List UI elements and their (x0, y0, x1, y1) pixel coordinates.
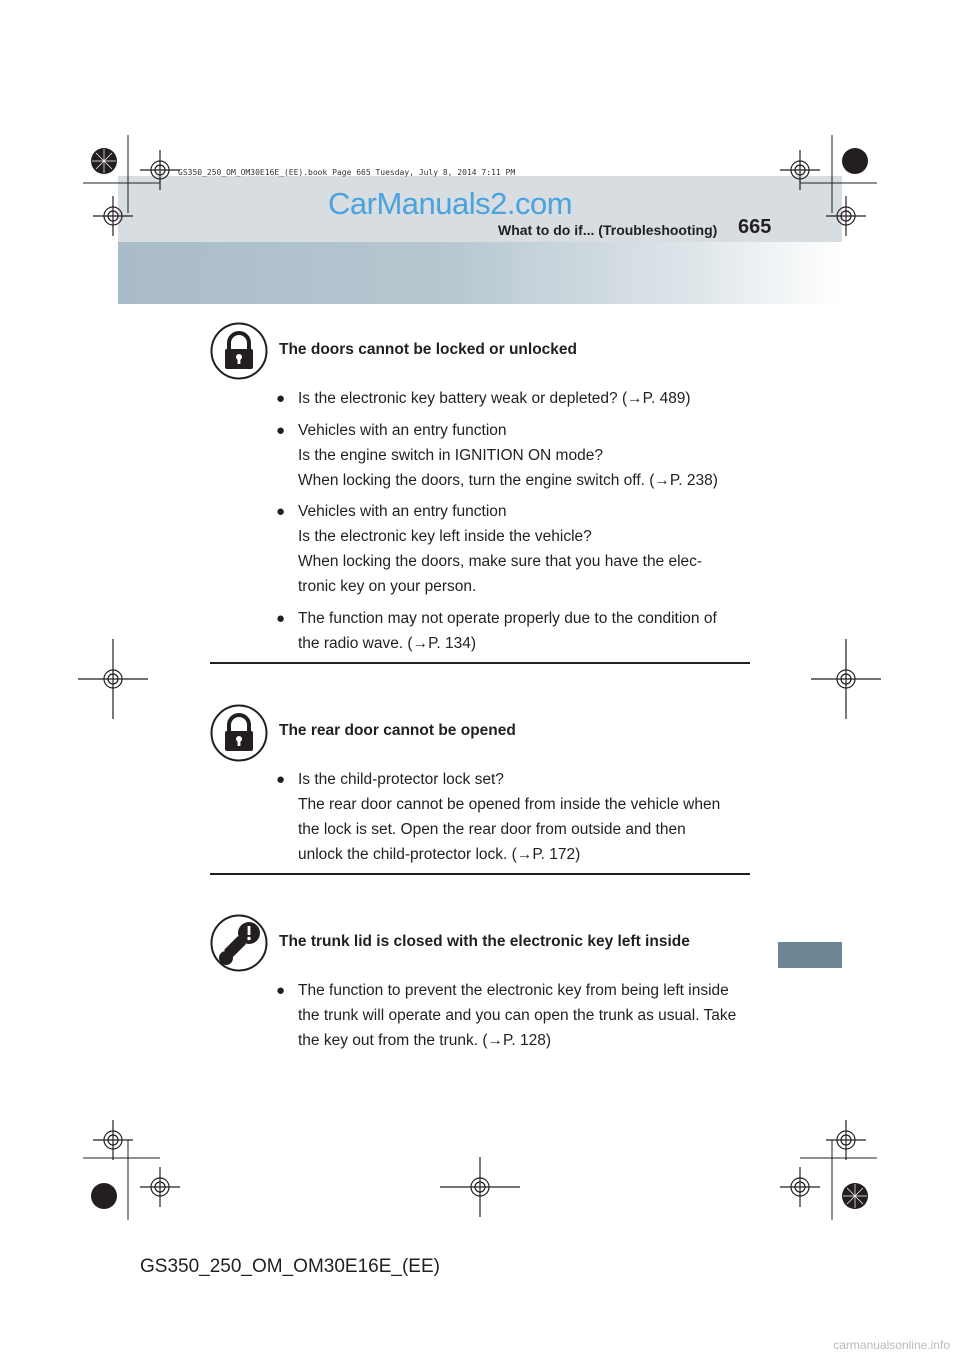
list-item: ● Vehicles with an entry function Is the engine switch in IGNITION ON mode? When locking the doors, turn the engine switch off. (→P. 238) (276, 418, 746, 493)
list-item: ● The function to prevent the electronic key from being left inside the trunk will operate and you can open the trunk as usual. Take the key out from the trunk. (→P. 128) (276, 978, 746, 1053)
model-code-footer: GS350_250_OM_OM30E16E_(EE) (140, 1256, 440, 1277)
bullet-icon: ● (276, 771, 286, 788)
bullet-icon: ● (276, 422, 286, 439)
book-info-line: GS350_250_OM_OM30E16E_(EE).book Page 665 Tuesday, July 8, 2014 7:11 PM (178, 168, 516, 177)
site-watermark: carmanualsonline.info (833, 1338, 950, 1352)
section-title: What to do if... (Troubleshooting) (498, 222, 718, 238)
section-heading-doors: The doors cannot be locked or unlocked (279, 341, 577, 358)
bullet-icon: ● (276, 610, 286, 627)
list-item: ● Is the electronic key battery weak or depleted? (→P. 489) (276, 386, 746, 411)
bullet-icon: ● (276, 390, 286, 407)
section-heading-trunk: The trunk lid is closed with the electronic key left inside (279, 933, 690, 950)
section-heading-rear-door: The rear door cannot be opened (279, 722, 516, 739)
list-item: ● The function may not operate properly due to the condition of the radio wave. (→P. 134) (276, 606, 746, 656)
list-item: ● Vehicles with an entry function Is the electronic key left inside the vehicle? When locking the doors, make sure that you have the elec- tronic key on your person. (276, 499, 746, 599)
watermark-logo: CarManuals2.com (328, 186, 573, 221)
list-item: ● Is the child-protector lock set? The rear door cannot be opened from inside the vehicle when the lock is set. Open the rear door from outside and then unlock the child-protector lock. (→P. 172) (276, 767, 746, 867)
bullet-icon: ● (276, 982, 286, 999)
bullet-icon: ● (276, 503, 286, 520)
page-number: 665 (738, 216, 772, 238)
